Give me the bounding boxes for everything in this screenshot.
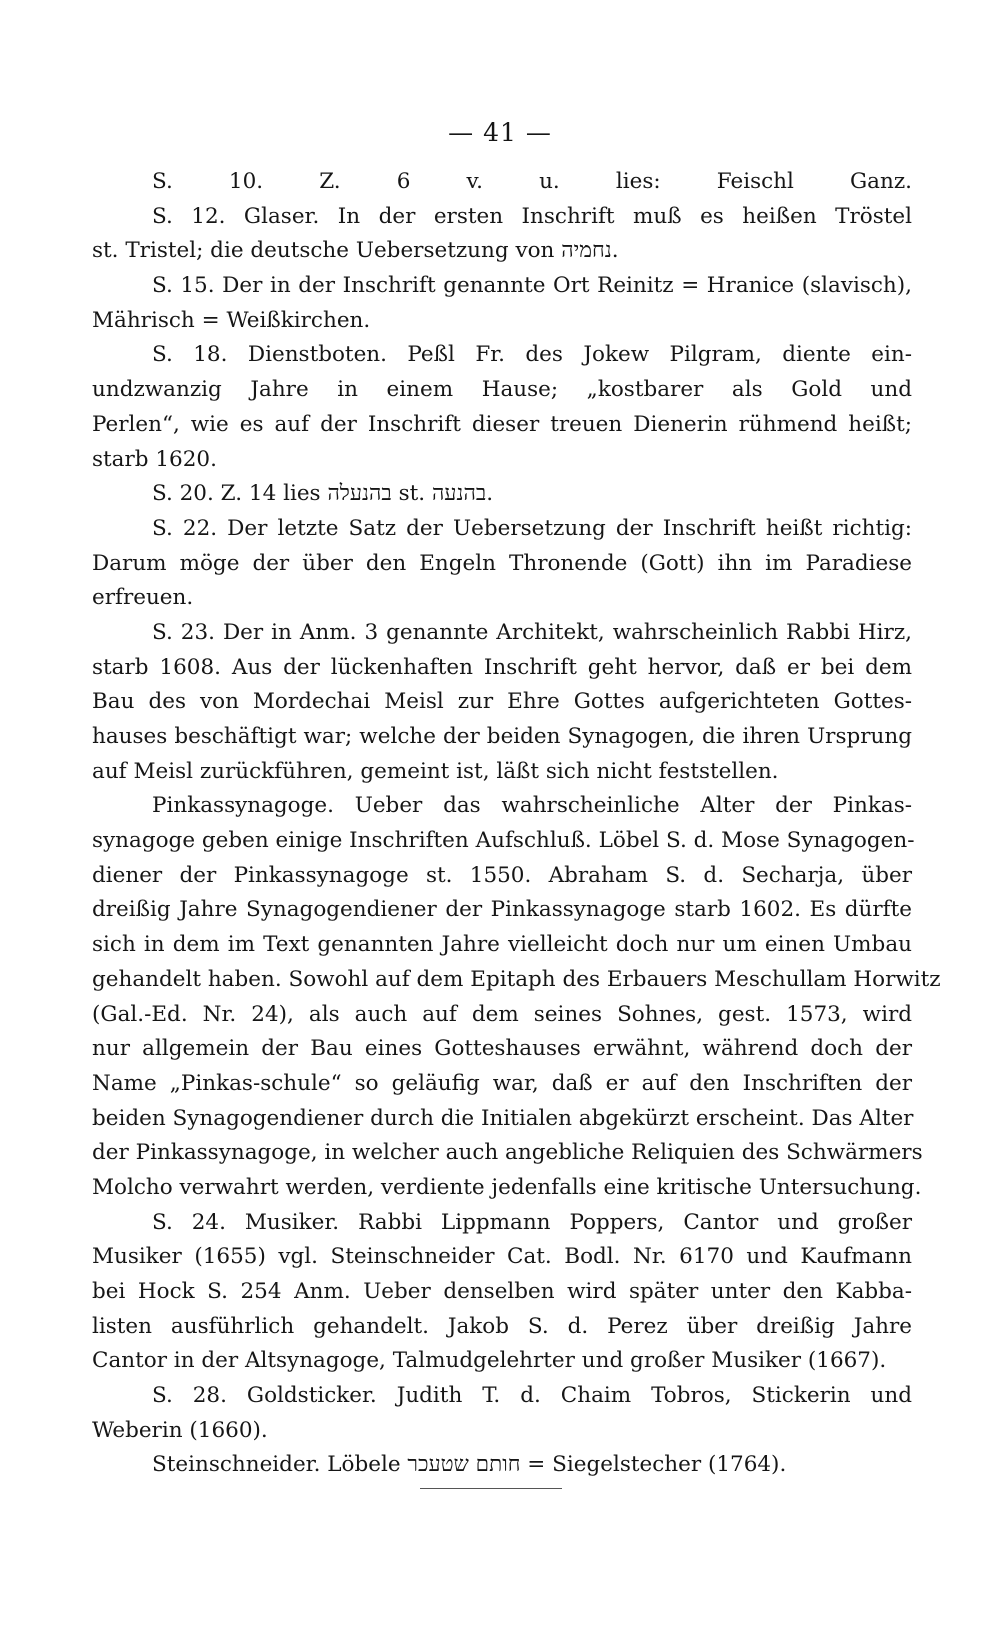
page-number: — 41 — [448, 118, 552, 147]
text-line: st. Tristel; die deutsche Uebersetzung von נחמיה. [92, 238, 619, 264]
text-line: S. 20. Z. 14 lies בהנעלה st. בהנעה. [152, 481, 494, 507]
text-line: diener der Pinkassynagoge st. 1550. Abraham S. d. Secharja, über [92, 862, 912, 888]
text-line: gehandelt haben. Sowohl auf dem Epitaph des Erbauers Meschullam Horwitz [92, 966, 941, 992]
text-line: Mährisch = Weißkirchen. [92, 307, 371, 333]
errata-text [92, 165, 941, 1483]
text-line: Musiker (1655) vgl. Steinschneider Cat. Bodl. Nr. 6170 und Kaufmann [92, 1244, 912, 1270]
text-line: Bau des von Mordechai Meisl zur Ehre Gottes aufgerichteten Gottes- [92, 689, 912, 715]
text-line: S. 23. Der in Anm. 3 genannte Architekt, wahrscheinlich Rabbi Hirz, [152, 619, 912, 645]
text-line: S. 18. Dienstboten. Peßl Fr. des Jokew Pilgram, diente ein- [152, 342, 912, 368]
text-line: S. 28. Goldsticker. Judith T. d. Chaim Tobros, Stickerin und [152, 1383, 912, 1409]
text-line: bei Hock S. 254 Anm. Ueber denselben wird später unter den Kabba- [92, 1279, 912, 1304]
text-line: undzwanzig Jahre in einem Hause; „kostbarer als Gold und [92, 377, 912, 403]
text-line: S. 10. Z. 6 v. u. lies: Feischl Ganz. [152, 169, 912, 194]
text-line: Pinkassynagoge. Ueber das wahrscheinliche Alter der Pinkas- [152, 793, 912, 819]
text-line: Perlen“, wie es auf der Inschrift dieser treuen Dienerin rühmend heißt; [92, 411, 912, 437]
closing-rule [420, 1488, 562, 1489]
text-line: S. 15. Der in der Inschrift genannte Ort Reinitz = Hranice (slavisch), [152, 273, 912, 299]
text-line: Cantor in der Altsynagoge, Talmudgelehrter und großer Musiker (1667). [92, 1348, 887, 1374]
text-line: Darum möge der über den Engeln Thronende (Gott) ihn im Paradiese [92, 550, 912, 576]
text-line: S. 22. Der letzte Satz der Uebersetzung der Inschrift heißt richtig: [152, 515, 912, 541]
text-line: sich in dem im Text genannten Jahre vielleicht doch nur um einen Umbau [92, 932, 912, 958]
text-line: S. 12. Glaser. In der ersten Inschrift muß es heißen Tröstel [152, 203, 912, 229]
text-line: synagoge geben einige Inschriften Aufschluß. Löbel S. d. Mose Synagogen- [92, 828, 915, 854]
text-line: starb 1620. [92, 446, 217, 472]
text-line: nur allgemein der Bau eines Gotteshauses erwähnt, während doch der [92, 1036, 912, 1062]
text-line: dreißig Jahre Synagogendiener der Pinkassynagoge starb 1602. Es dürfte [92, 897, 912, 923]
text-line: erfreuen. [92, 585, 194, 611]
text-line: listen ausführlich gehandelt. Jakob S. d. Perez über dreißig Jahre [92, 1313, 912, 1339]
text-line: (Gal.-Ed. Nr. 24), als auch auf dem seines Sohnes, gest. 1573, wird [92, 1001, 912, 1027]
text-line: der Pinkassynagoge, in welcher auch angebliche Reliquien des Schwärmers [92, 1140, 923, 1166]
text-line: Name „Pinkas-schule“ so geläufig war, daß er auf den Inschriften der [92, 1070, 912, 1096]
text-line: Molcho verwahrt werden, verdiente jedenfalls eine kritische Untersuchung. [92, 1174, 922, 1200]
text-line: starb 1608. Aus der lückenhaften Inschrift geht hervor, daß er bei dem [92, 654, 912, 680]
text-line: Steinschneider. Löbele חותם שטעכר = Siegelstecher (1764). [152, 1452, 787, 1478]
text-line: hauses beschäftigt war; welche der beiden Synagogen, die ihren Ursprung [92, 724, 912, 749]
text-line: Weberin (1660). [92, 1417, 268, 1443]
text-line: auf Meisl zurückführen, gemeint ist, läßt sich nicht feststellen. [92, 758, 779, 784]
text-line: beiden Synagogendiener durch die Initialen abgekürzt erscheint. Das Alter [92, 1105, 914, 1131]
text-line: S. 24. Musiker. Rabbi Lippmann Poppers, Cantor und großer [152, 1209, 912, 1235]
